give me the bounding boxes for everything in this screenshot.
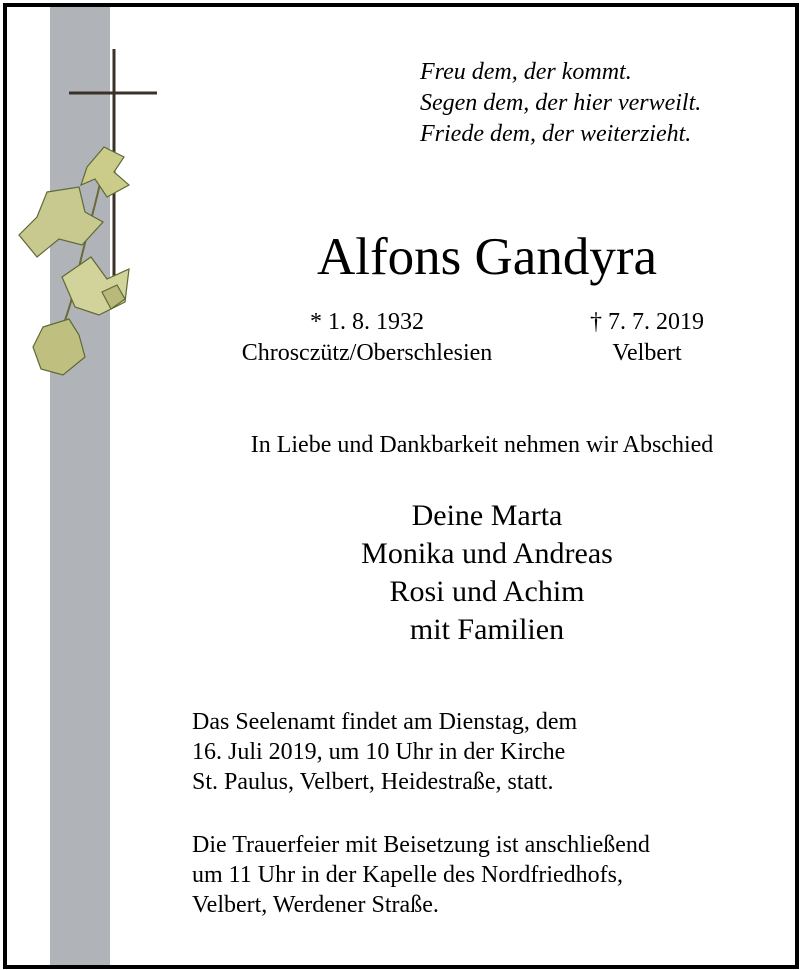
mourners-list (247, 497, 727, 649)
motto-line: Freu dem, der kommt. (420, 59, 632, 85)
birth-info (187, 307, 547, 369)
mourner: Monika und Andreas (361, 537, 613, 570)
cross-ivy-decoration (7, 7, 187, 407)
funeral-line: um 11 Uhr in der Kapelle des Nordfriedhofs, (192, 862, 623, 888)
death-date: † 7. 7. 2019 (590, 309, 704, 335)
mourner: Deine Marta (411, 499, 563, 532)
birth-date: * 1. 8. 1932 (310, 309, 424, 335)
motto-line: Segen dem, der hier verweilt. (420, 90, 702, 116)
motto-line: Friede dem, der weiterzieht. (420, 121, 692, 147)
motto (420, 57, 701, 150)
funeral-line: Velbert, Werdener Straße. (192, 892, 439, 918)
obituary-card (3, 3, 799, 969)
death-place: Velbert (612, 340, 682, 366)
deceased-name: Alfons Gandyra (317, 228, 657, 286)
service-line: 16. Juli 2019, um 10 Uhr in der Kirche (192, 739, 566, 765)
mourner: mit Familien (409, 613, 565, 646)
funeral-line: Die Trauerfeier mit Beisetzung ist anschließend (192, 832, 650, 858)
funeral-notice (192, 830, 650, 920)
mourner: Rosi und Achim (389, 575, 585, 608)
death-info (547, 307, 747, 369)
service-notice (192, 707, 577, 797)
birth-place: Chrosczütz/Oberschlesien (241, 340, 493, 366)
farewell-line: In Liebe und Dankbarkeit nehmen wir Abschied (250, 432, 714, 458)
service-line: St. Paulus, Velbert, Heidestraße, statt. (192, 769, 554, 795)
service-line: Das Seelenamt findet am Dienstag, dem (192, 709, 578, 735)
